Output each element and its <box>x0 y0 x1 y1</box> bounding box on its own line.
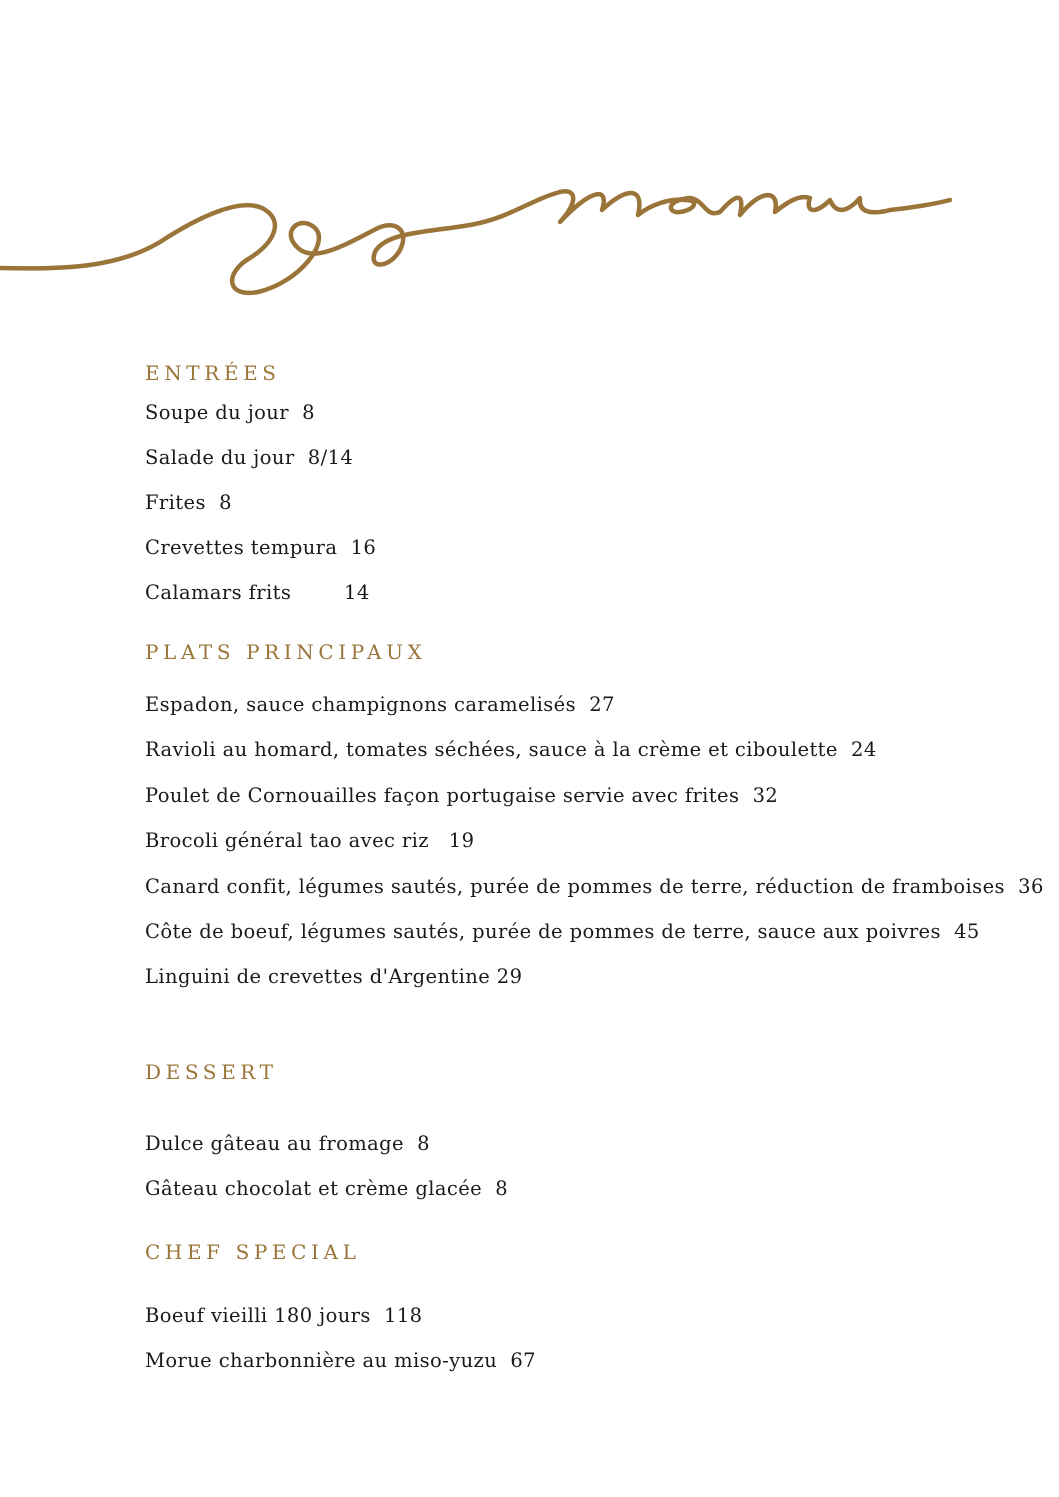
menu-item: Espadon, sauce champignons caramelisés 27 <box>145 693 615 716</box>
menu-item: Côte de boeuf, légumes sautés, purée de pommes de terre, sauce aux poivres 45 <box>145 920 980 943</box>
section-title-dessert: DESSERT <box>145 1060 278 1084</box>
menu-item: Canard confit, légumes sautés, purée de pommes de terre, réduction de framboises 36 <box>145 875 1044 898</box>
menu-item: Poulet de Cornouailles façon portugaise servie avec frites 32 <box>145 784 779 807</box>
menu-item: Frites 8 <box>145 491 232 514</box>
menu-item: Linguini de crevettes d'Argentine 29 <box>145 965 523 988</box>
menu-item: Salade du jour 8/14 <box>145 446 354 469</box>
menu-item: Morue charbonnière au miso-yuzu 67 <box>145 1349 536 1372</box>
menu-item: Calamars frits 14 <box>145 581 370 604</box>
section-title-plats: PLATS PRINCIPAUX <box>145 640 427 664</box>
menu-item: Gâteau chocolat et crème glacée 8 <box>145 1177 509 1200</box>
menu-item: Soupe du jour 8 <box>145 401 315 424</box>
menu-item: Brocoli général tao avec riz 19 <box>145 829 475 852</box>
menu-item: Dulce gâteau au fromage 8 <box>145 1132 430 1155</box>
menu-item: Crevettes tempura 16 <box>145 536 377 559</box>
menu-item: Boeuf vieilli 180 jours 118 <box>145 1304 423 1327</box>
menu-script-title <box>0 170 1000 310</box>
menu-item: Ravioli au homard, tomates séchées, sauce à la crème et ciboulette 24 <box>145 738 877 761</box>
menu-script-logo-icon <box>0 170 1000 310</box>
section-title-chef-special: CHEF SPECIAL <box>145 1240 361 1264</box>
section-title-entrees: ENTRÉES <box>145 361 281 385</box>
